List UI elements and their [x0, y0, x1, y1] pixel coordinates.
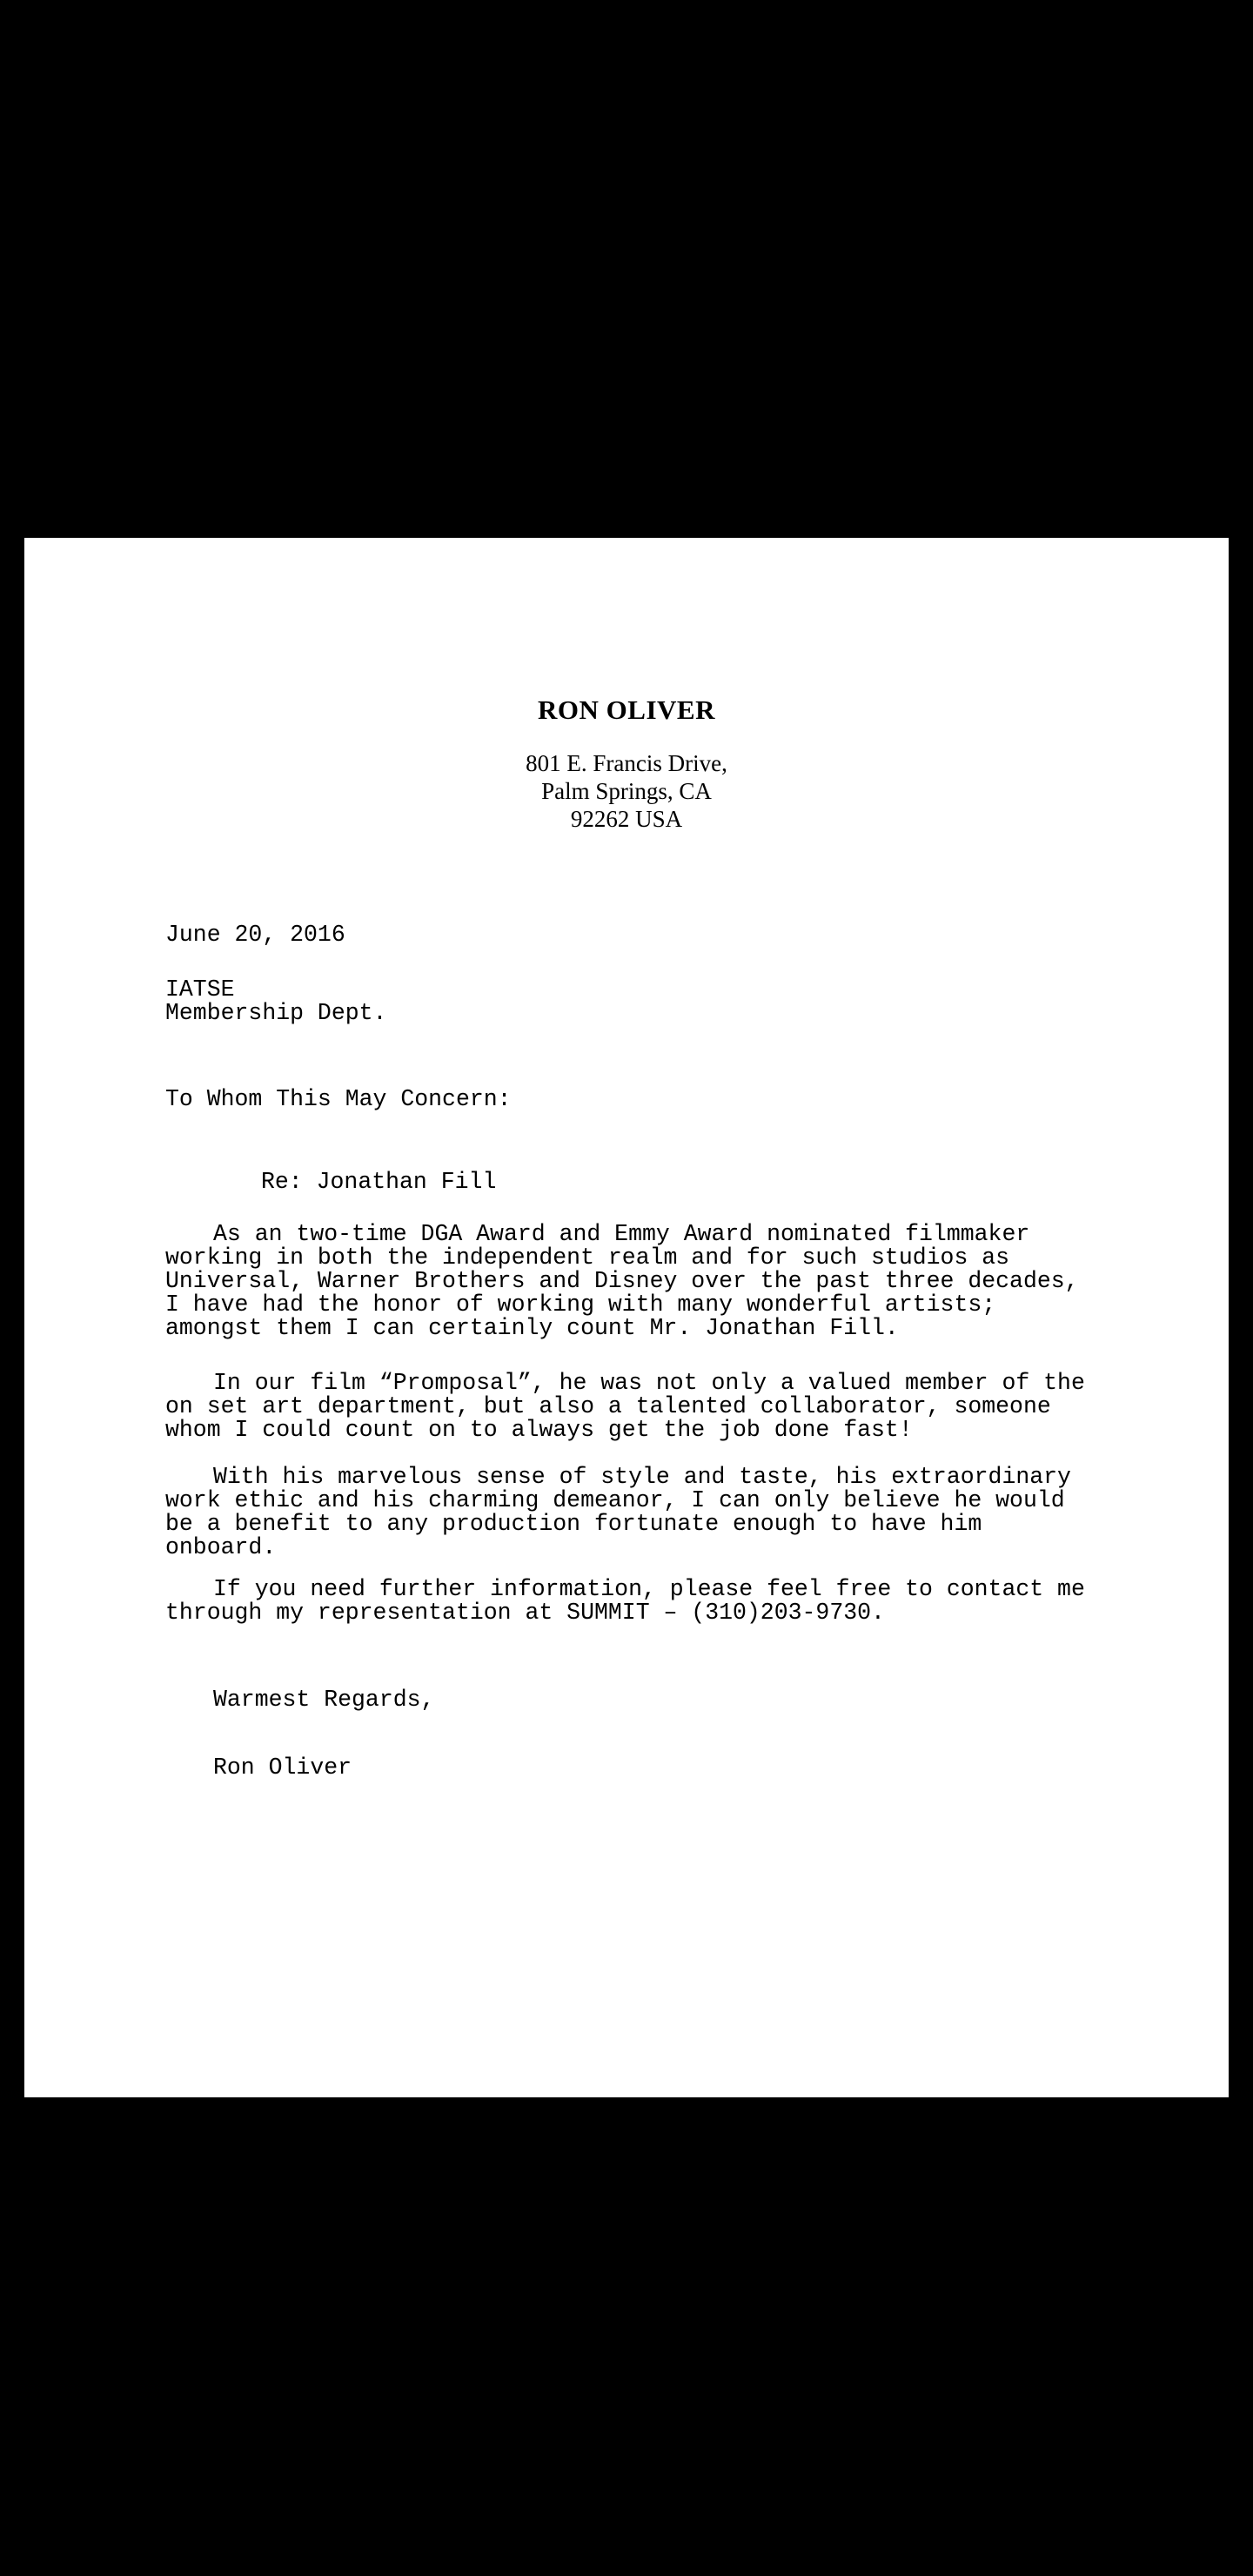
recipient-line: Membership Dept. [165, 1000, 387, 1026]
body-paragraph [165, 1466, 1140, 1560]
paragraph-line: onboard. [165, 1534, 277, 1560]
paragraph-line: With his marvelous sense of style and taste, his extraordinary [213, 1464, 1071, 1490]
closing: Warmest Regards, [213, 1687, 435, 1713]
paragraph-line: on set art department, but also a talented collaborator, someone [165, 1393, 1051, 1419]
address-line: 801 E. Francis Drive, [526, 750, 727, 776]
paragraph-line: In our film “Promposal”, he was not only a valued member of the [213, 1370, 1085, 1396]
letter-page [24, 538, 1229, 2097]
paragraph-line: I have had the honor of working with many wonderful artists; [165, 1291, 996, 1318]
sender-name: RON OLIVER [538, 694, 715, 725]
paragraph-line: be a benefit to any production fortunate enough to have him [165, 1511, 982, 1537]
address-line: 92262 USA [570, 806, 683, 832]
paragraph-line: working in both the independent realm and for such studios as [165, 1244, 1010, 1271]
paragraph-line: through my representation at SUMMIT – (310)203-9730. [165, 1600, 885, 1626]
letter-date: June 20, 2016 [165, 922, 345, 948]
salutation: To Whom This May Concern: [165, 1086, 512, 1112]
recipient-block [165, 978, 1140, 1025]
sender-address [24, 749, 1229, 833]
address-line: Palm Springs, CA [541, 778, 712, 804]
body-paragraph [165, 1372, 1140, 1442]
paragraph-line: Universal, Warner Brothers and Disney over the past three decades, [165, 1268, 1079, 1294]
paragraph-line: work ethic and his charming demeanor, I can only believe he would [165, 1487, 1065, 1513]
subject-line: Re: Jonathan Fill [261, 1169, 497, 1195]
paragraph-line: amongst them I can certainly count Mr. Jonathan Fill. [165, 1315, 899, 1341]
paragraph-line: If you need further information, please feel free to contact me [213, 1576, 1085, 1602]
paragraph-line: whom I could count on to always get the job done fast! [165, 1417, 913, 1443]
body-paragraph [165, 1578, 1140, 1625]
body-paragraph [165, 1223, 1140, 1340]
recipient-line: IATSE [165, 976, 235, 1003]
signature: Ron Oliver [213, 1754, 352, 1781]
paragraph-line: As an two-time DGA Award and Emmy Award nominated filmmaker [213, 1221, 1030, 1247]
letterhead [24, 696, 1229, 833]
